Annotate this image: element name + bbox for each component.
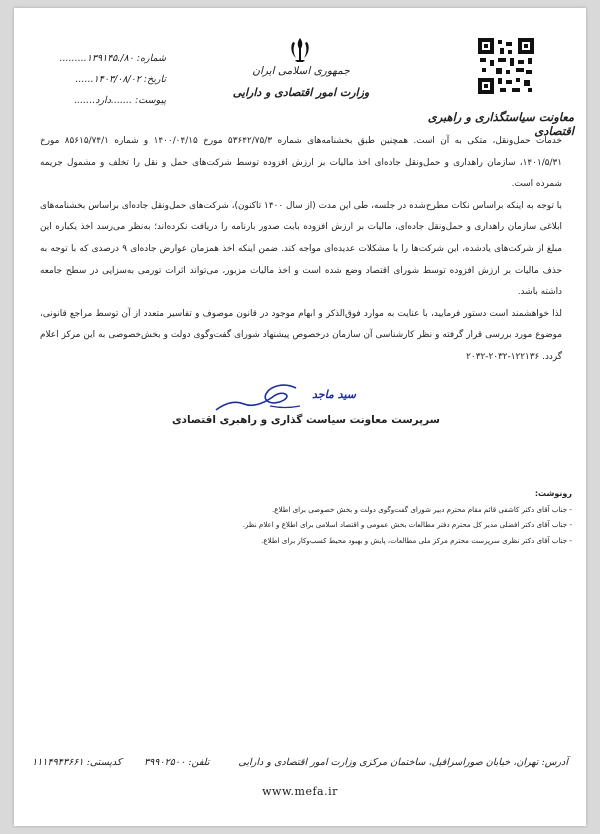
body-paragraph: لذا خواهشمند است دستور فرمایید، با عنایت به موارد فوق‌الذکر و ابهام موجود در قانون موصوف و تفاسیر متعدد از آن توسط مراجع قانونی، موضوع مورد بررسی قرار گرفته و نظر کارشناسی آن سازمان درخصوص پیشنهاد شورای گفت‌وگوی دولت و بخش‌خصوصی به این مرکز اعلام گردد. ۱۲۲۱۳۶-۲۰۳۲-۲۰۳۲ bbox=[40, 308, 562, 362]
qr-code-icon bbox=[478, 38, 534, 94]
letter-body bbox=[40, 131, 562, 369]
ministry-name: وزارت امور اقتصادی و دارایی bbox=[232, 86, 370, 99]
cc-item: - جناب آقای دکتر کاشفی قائم مقام محترم دبیر شورای گفت‌وگوی دولت و بخش خصوصی برای اطلاع. bbox=[272, 504, 572, 514]
cc-title: رونوشت: bbox=[534, 489, 572, 498]
gov-line-1: جمهوری اسلامی ایران bbox=[252, 65, 350, 77]
cc-list bbox=[160, 486, 572, 548]
letter-attachment: پیوست: .......دارد....... bbox=[74, 95, 166, 106]
department-name: معاونت سیاستگذاری و راهبری اقتصادی bbox=[427, 110, 574, 138]
signature-stroke-icon bbox=[204, 378, 304, 418]
cc-item: - جناب آقای دکتر نظری سرپرست محترم مرکز ملی مطالعات، پایش و بهبود محیط کسب‌وکار برای اطلاع. bbox=[261, 535, 572, 545]
letter-date: تاریخ: ۱۴۰۳/۰۸/۰۲...... bbox=[75, 74, 166, 85]
iran-emblem-icon bbox=[287, 36, 313, 64]
cc-item: - جناب آقای دکتر افضلی مدیر کل محترم دفتر مطالعات بخش عمومی و اقتصاد اسلامی برای اطلاع و اعلام نظر. bbox=[242, 520, 572, 529]
footer-address: آدرس: تهران، خیابان صوراسرافیل، ساختمان مرکزی وزارت امور اقتصادی و دارایی bbox=[238, 757, 568, 768]
signatory-name: سید ماجد bbox=[312, 388, 356, 401]
signatory-title: سرپرست معاونت سیاست گذاری و راهبری اقتصادی bbox=[171, 414, 440, 426]
body-paragraph: با توجه به اینکه براساس نکات مطرح‌شده در جلسه، طی این مدت (از سال ۱۴۰۰ تاکنون)، شرکت‌های حمل‌ونقل جاده‌ای براساس بخشنامه‌های ابلاغی سازمان راهداری و حمل‌ونقل جاده‌ای، مالیات بر ارزش افزوده بابت صدور بارنامه را دریافت نکرده‌اند؛ به‌نظر می‌رسد اخذ یکباره این مبلغ از شرکت‌های یادشده، این شرکت‌ها را با مشکلات عدیده‌ای مواجه کند. ضمن اینکه اخذ همزمان عوارض جاده‌ای ۹ درصدی که با توجه به حذف مالیات بر ارزش افزوده توسط شورای اقتصاد وضع شده است و اخذ مالیات مزبور، می‌تواند اثرات تورمی به‌سزایی در سطح جامعه داشته باشد. bbox=[40, 200, 562, 298]
footer-phone: تلفن: ۳۹۹۰۲۵۰۰ bbox=[144, 757, 210, 768]
footer-postal-code: کدپستی: ۱۱۱۴۹۴۳۶۶۱ bbox=[32, 757, 122, 768]
letter-number: شماره: ۸۰/.۱۳۹۱۴۵......... bbox=[59, 53, 166, 64]
letter-meta bbox=[46, 48, 166, 111]
body-paragraph: خدمات حمل‌ونقل، متکی به آن است. همچنین طبق بخشنامه‌های شماره ۵۳۶۴۲/۷۵/۳ مورخ ۱۴۰۰/۰۴/۱۵ و شماره ۸۵۶۱۵/۷۴/۱ مورخ ۱۴۰۱/۵/۳۱، سازمان راهداری و حمل‌ونقل جاده‌ای اخذ مالیات بر ارزش افزوده توسط شرکت‌های حمل و نقل را تخلف و مشمول جریمه شمرده است. bbox=[40, 136, 562, 190]
footer-website[interactable]: www.mefa.ir bbox=[262, 785, 338, 798]
